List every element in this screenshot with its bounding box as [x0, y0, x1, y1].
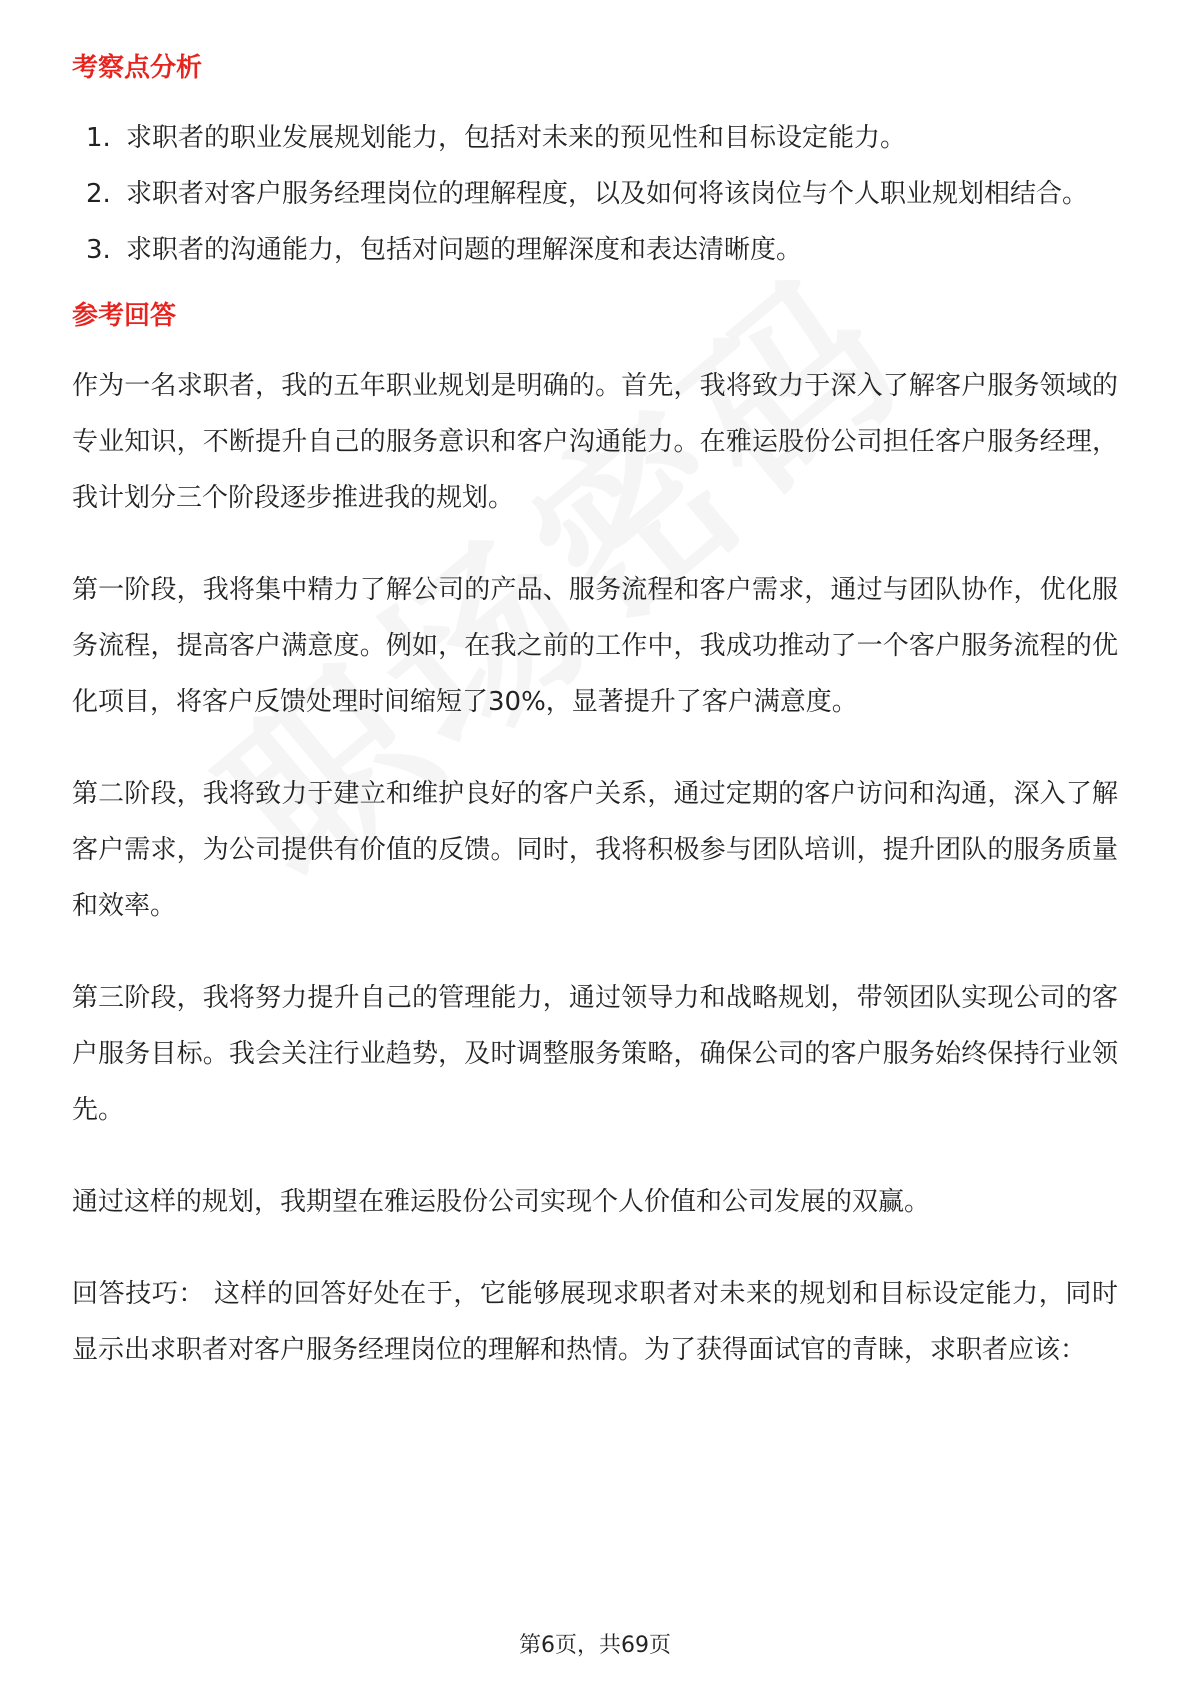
list-item-number: 2.	[86, 179, 111, 209]
answer-tips-paragraph: 回答技巧： 这样的回答好处在于，它能够展现求职者对未来的规划和目标设定能力，同时显示出求职者对客户服务经理岗位的理解和热情。为了获得面试官的青睐，求职者应该：	[72, 1279, 1118, 1365]
answer-paragraph: 作为一名求职者，我的五年职业规划是明确的。首先，我将致力于深入了解客户服务领域的专业知识，不断提升自己的服务意识和客户沟通能力。在雅运股份公司担任客户服务经理，我计划分三个阶段逐步推进我的规划。	[72, 371, 1118, 513]
answer-paragraph: 第一阶段，我将集中精力了解公司的产品、服务流程和客户需求，通过与团队协作，优化服务流程，提高客户满意度。例如，在我之前的工作中，我成功推动了一个客户服务流程的优化项目，将客户反馈处理时间缩短了30%，显著提升了客户满意度。	[72, 575, 1118, 717]
list-item-text: 求职者的沟通能力，包括对问题的理解深度和表达清晰度。	[126, 235, 803, 265]
list-item	[72, 166, 1118, 222]
analysis-list	[72, 110, 1118, 278]
answer-paragraph: 第二阶段，我将致力于建立和维护良好的客户关系，通过定期的客户访问和沟通，深入了解客户需求，为公司提供有价值的反馈。同时，我将积极参与团队培训，提升团队的服务质量和效率。	[72, 779, 1118, 921]
list-item-number: 3.	[86, 235, 111, 265]
page-content	[72, 48, 1118, 1414]
answer-paragraph: 第三阶段，我将努力提升自己的管理能力，通过领导力和战略规划，带领团队实现公司的客户服务目标。我会关注行业趋势，及时调整服务策略，确保公司的客户服务始终保持行业领先。	[72, 983, 1118, 1125]
list-item	[72, 222, 1118, 278]
analysis-heading: 考察点分析	[72, 53, 203, 83]
answer-paragraph: 通过这样的规划，我期望在雅运股份公司实现个人价值和公司发展的双赢。	[72, 1187, 931, 1217]
list-item-text: 求职者的职业发展规划能力，包括对未来的预见性和目标设定能力。	[126, 123, 907, 153]
answer-heading: 参考回答	[72, 301, 177, 331]
page-number-footer: 第6页，共69页	[519, 1633, 671, 1658]
list-item-number: 1.	[86, 123, 111, 153]
list-item-text: 求职者对客户服务经理岗位的理解程度，以及如何将该岗位与个人职业规划相结合。	[126, 179, 1089, 209]
list-item	[72, 110, 1118, 166]
